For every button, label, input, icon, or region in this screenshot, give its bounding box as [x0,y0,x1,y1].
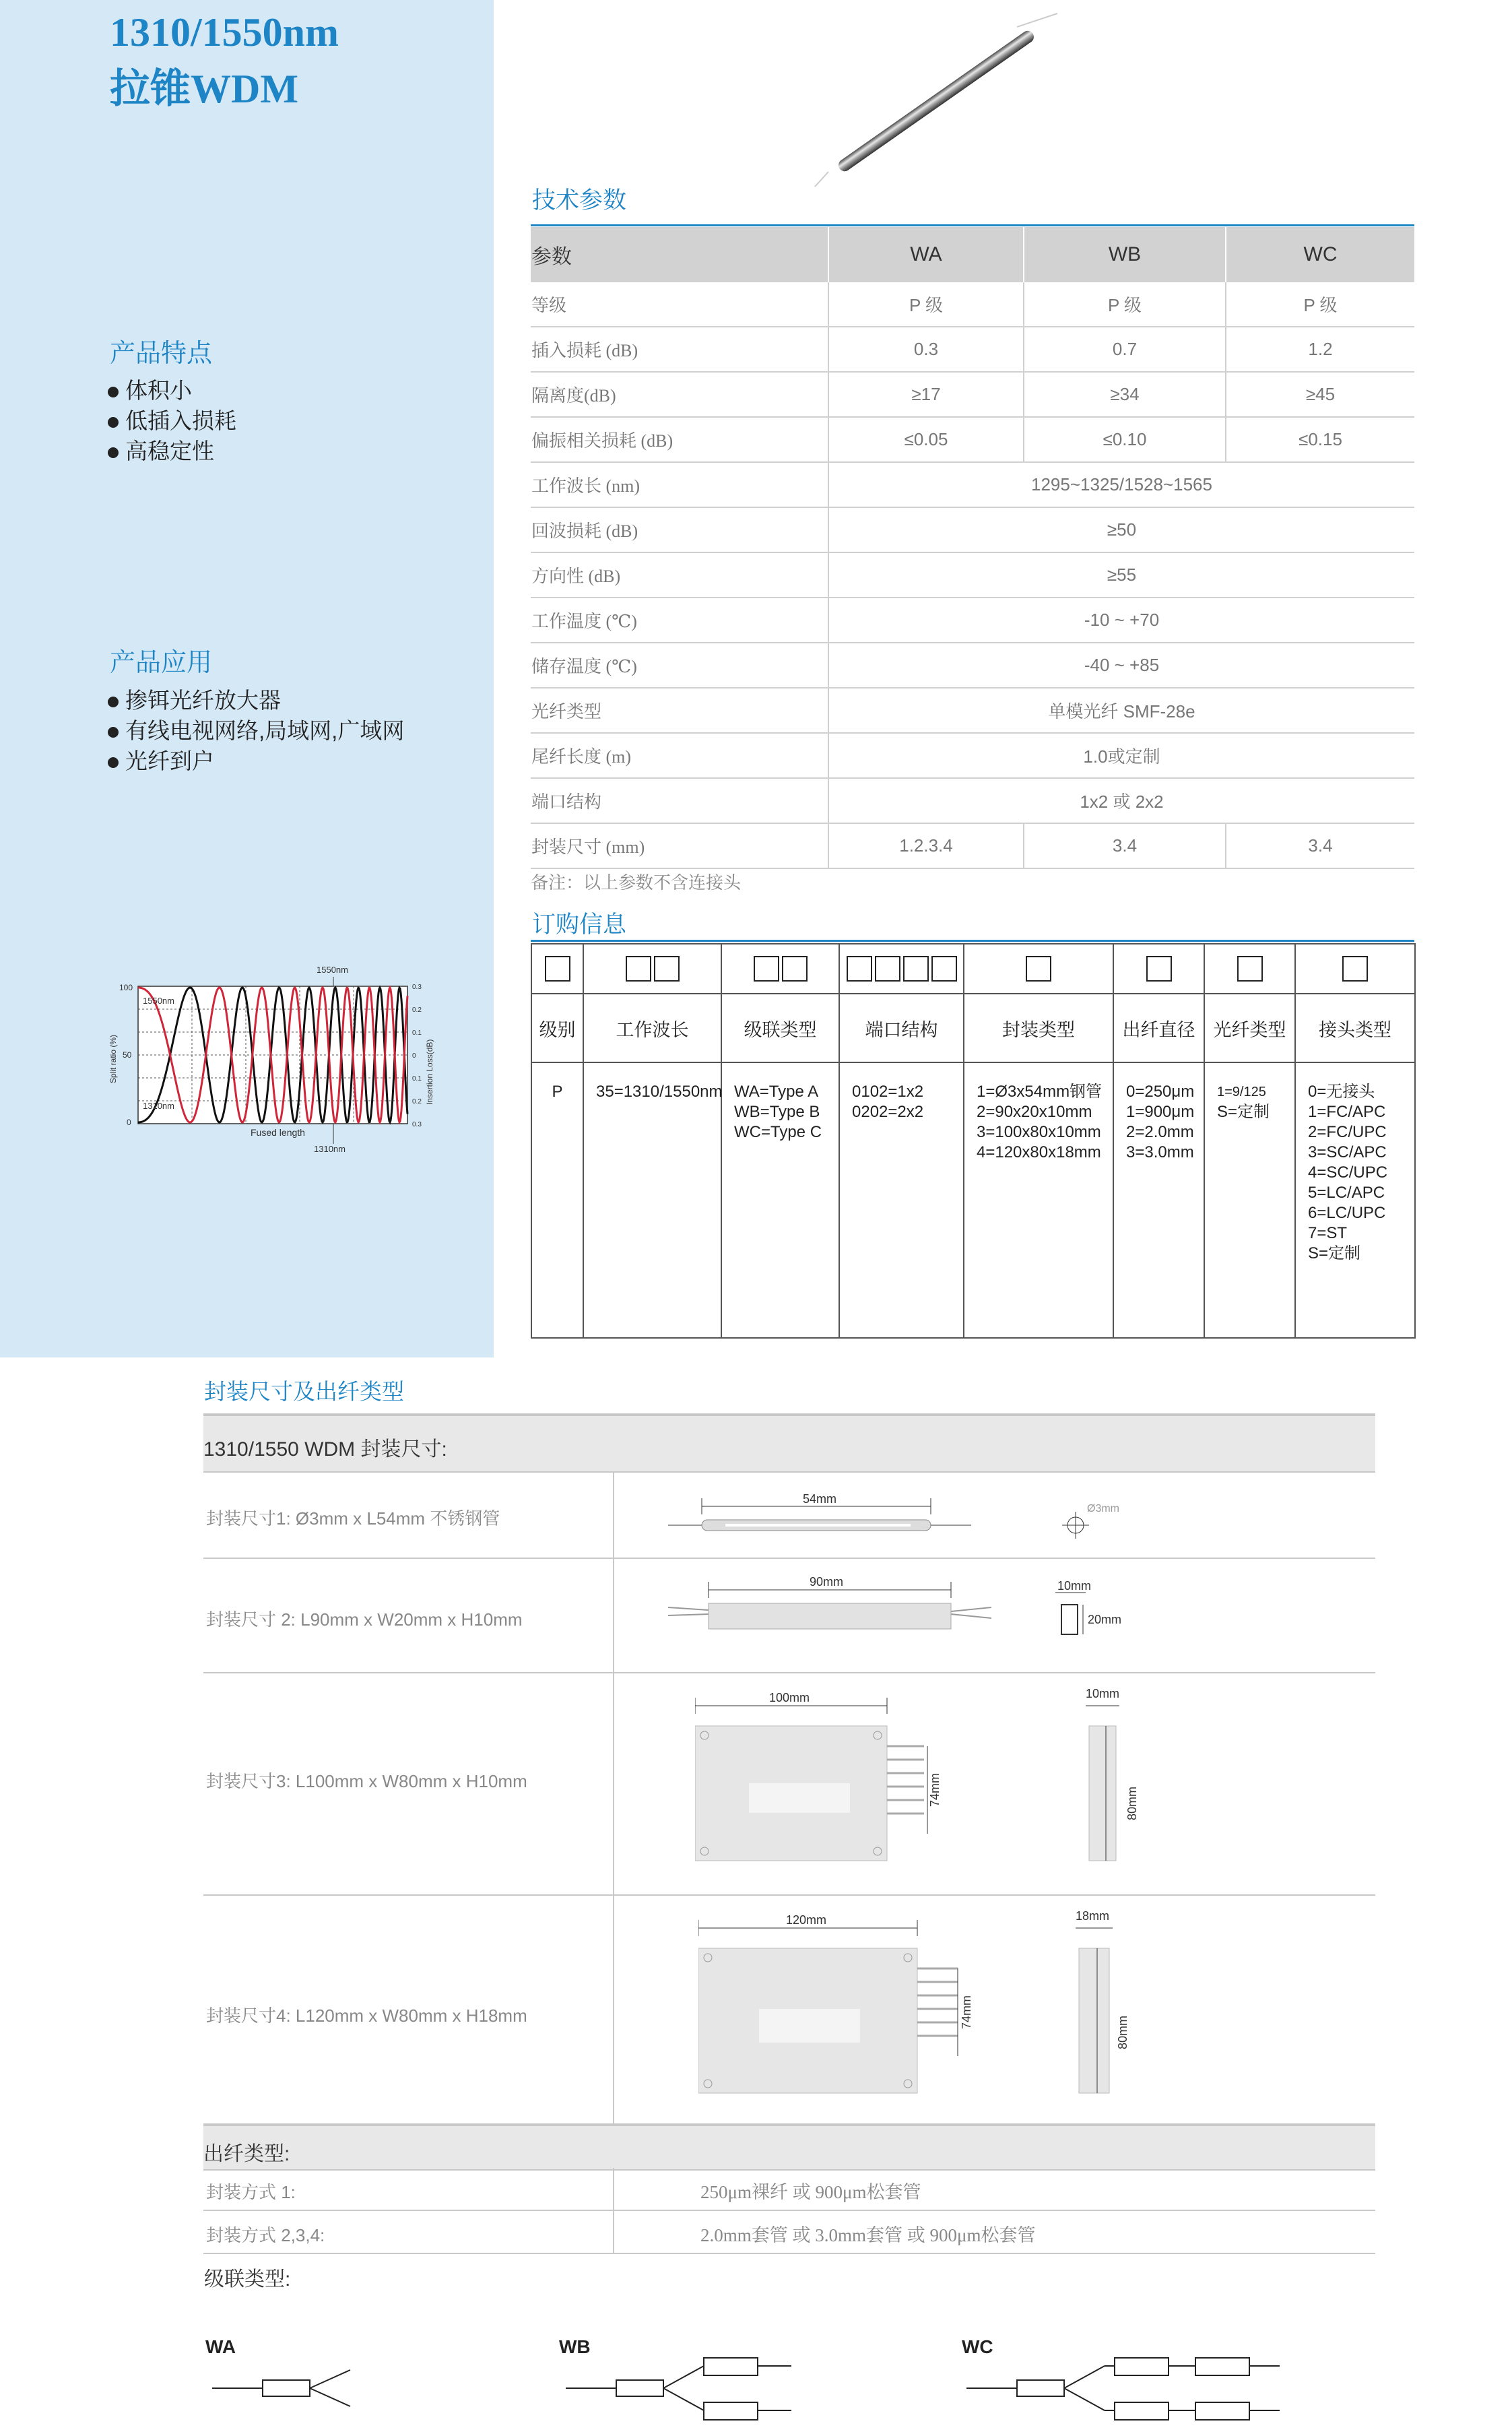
order-table [531,943,1416,1339]
graph-inner-label-1310: 1310nm [143,1101,174,1111]
features-heading: 产品特点 [110,340,213,368]
package-heading: 封装尺寸及出纤类型 [204,1379,404,1404]
spec-row: 隔离度(dB) ≥17 ≥34 ≥45 [531,372,1414,417]
features-list [108,375,236,466]
package-row-1 [203,1471,1375,1559]
svg-text:0.1: 0.1 [412,1029,422,1037]
svg-text:0.2: 0.2 [412,1006,422,1014]
package-label: 封装尺寸 2: L90mm x W20mm x H10mm [206,1609,523,1630]
dim-label: 100mm [769,1691,810,1704]
order-col-header: 接头类型 [1295,994,1415,1062]
svg-text:0.3: 0.3 [412,1121,422,1128]
fiber-divider [613,2168,614,2254]
code-checkbox[interactable] [1237,956,1263,982]
svg-text:0: 0 [412,1052,416,1060]
code-checkbox[interactable] [654,956,680,982]
spec-row: 等级 P 级 P 级 P 级 [531,282,1414,327]
dim-label: 74mm [928,1772,942,1807]
order-col-header: 封装类型 [964,994,1113,1062]
fiber-value: 250μm裸纤 或 900μm松套管 [700,2182,921,2202]
spec-col-header: 参数 [531,227,828,282]
order-col-header: 端口结构 [839,994,964,1062]
feature-item: 体积小 [108,375,236,406]
package-subheading: 1310/1550 WDM 封装尺寸: [203,1438,447,1461]
applications-heading: 产品应用 [110,649,213,677]
code-checkbox[interactable] [545,956,570,982]
svg-text:0.2: 0.2 [412,1098,422,1105]
dim-label: 120mm [786,1913,827,1927]
spec-row: 插入损耗 (dB) 0.3 0.7 1.2 [531,327,1414,372]
code-checkbox[interactable] [754,956,779,982]
order-heading-rule [531,940,1414,942]
svg-text:0: 0 [127,1118,131,1127]
dim-label: 74mm [960,1995,973,2029]
svg-text:0.3: 0.3 [412,984,422,991]
fiber-row [203,2168,1375,2211]
dim-label: 80mm [1116,2015,1129,2049]
feature-item: 高稳定性 [108,436,236,466]
package-4-drawing [698,1894,1170,2123]
code-checkbox[interactable] [875,956,900,982]
package-row-3 [203,1672,1375,1896]
fiber-label: 封装方式 2,3,4: [206,2225,325,2245]
spec-row: 储存温度 (℃) -40 ~ +85 [531,643,1414,688]
package-2-drawing [668,1558,1140,1672]
dim-label: 54mm [803,1492,837,1506]
code-checkbox[interactable] [1026,956,1051,982]
code-checkbox[interactable] [1146,956,1172,982]
code-checkbox[interactable] [903,956,929,982]
code-box-group [721,944,839,994]
graph-ylabel-right: Insertion Loss(dB) [425,1039,434,1105]
package-1-drawing [668,1471,1140,1558]
spec-row: 工作温度 (℃) -10 ~ +70 [531,598,1414,643]
cascade-label-wa: WA [205,2336,236,2357]
order-col-header: 光纤类型 [1204,994,1295,1062]
spec-row: 光纤类型 单模光纤 SMF-28e [531,688,1414,733]
graph-ylabel-left: Split ratio (%) [108,1034,118,1083]
code-box-group [1295,944,1415,994]
spec-note: 备注：以上参数不含连接头 [531,873,742,893]
cascade-label-wc: WC [962,2336,993,2357]
fiber-label: 封装方式 1: [206,2182,296,2202]
order-col-header: 级别 [531,994,583,1062]
product-title-line1: 1310/1550nm [110,10,339,55]
spec-row: 封装尺寸 (mm) 1.2.3.4 3.4 3.4 [531,823,1414,868]
package-label: 封装尺寸4: L120mm x W80mm x H18mm [206,2006,527,2026]
package-table [203,1413,1375,2245]
svg-text:100: 100 [119,983,133,992]
dim-label: 80mm [1125,1786,1139,1820]
code-box-group [964,944,1113,994]
code-checkbox[interactable] [782,956,808,982]
application-item: 有线电视网络,局域网,广域网 [108,715,404,746]
order-header-row [531,994,1415,1062]
dim-label: Ø3mm [1087,1503,1119,1514]
order-values-row: P 35=1310/1550nm WA=Type A WB=Type B WC=Type C 0102=1x2 0202=2x2 1=Ø3x54mm钢管 2=90x20x10mm 3=100x80x10mm 4=120x80x18mm 0=250μm 1=900μm 2=2.0mm 3=3.0mm 1=9/125 S=定制 0=无接头 1=FC/APC 2=FC/UPC 3=SC/APC 4=SC/UPC 5=LC/APC 6=LC/UPC 7=ST S=定制 [531,1062,1415,1338]
package-row-4 [203,1894,1375,2125]
code-box-group [583,944,721,994]
cascade-wa-diagram [209,2358,357,2418]
graph-inner-label-1550: 1550nm [143,996,174,1006]
feature-item: 低插入损耗 [108,406,236,436]
code-box-group [1204,944,1295,994]
spec-row: 尾纤长度 (m) 1.0或定制 [531,733,1414,778]
order-col-header: 级联类型 [721,994,839,1062]
svg-text:0.1: 0.1 [412,1075,422,1083]
spec-col-header: WC [1226,227,1414,282]
wdm-product-image [801,10,1071,192]
spec-table [531,227,1414,869]
package-row-2 [203,1558,1375,1673]
package-label: 封装尺寸3: L100mm x W80mm x H10mm [206,1771,527,1791]
fiber-row [203,2211,1375,2254]
split-ratio-graph [101,955,438,1157]
spec-row: 端口结构 1x2 或 2x2 [531,778,1414,823]
dim-label: 90mm [810,1575,844,1589]
order-col-header: 出纤直径 [1113,994,1204,1062]
order-code-boxes-row [531,944,1415,994]
package-3-drawing [695,1672,1166,1894]
dim-label: 10mm [1057,1579,1092,1593]
application-item: 掺铒光纤放大器 [108,685,404,715]
order-col-header: 工作波长 [583,994,721,1062]
code-checkbox[interactable] [1342,956,1368,982]
code-checkbox[interactable] [931,956,957,982]
product-title-line2: 拉锥WDM [110,67,298,111]
cascade-wc-diagram [963,2351,1300,2425]
spec-heading: 技术参数 [532,187,627,214]
fiber-value: 2.0mm套管 或 3.0mm套管 或 900μm松套管 [700,2225,1036,2245]
package-subheading-row [203,1413,1375,1473]
application-item: 光纤到户 [108,746,404,776]
graph-top-label: 1550nm [317,965,348,975]
spec-row: 工作波长 (nm) 1295~1325/1528~1565 [531,462,1414,507]
code-box-group [839,944,964,994]
graph-xlabel: Fused length [251,1127,305,1138]
code-checkbox[interactable] [626,956,651,982]
fiber-heading: 出纤类型: [203,2143,290,2165]
package-label: 封装尺寸1: Ø3mm x L54mm 不锈钢管 [206,1508,500,1529]
spec-col-header: WB [1024,227,1226,282]
cascade-wb-diagram [562,2351,805,2425]
cascade-label-wb: WB [559,2336,591,2357]
dim-label: 20mm [1088,1613,1122,1626]
code-box-group [1113,944,1204,994]
cascade-heading: 级联类型: [204,2268,291,2290]
order-heading: 订购信息 [532,911,627,938]
svg-text:50: 50 [123,1050,132,1060]
spec-heading-rule [531,224,1414,226]
spec-row: 回波损耗 (dB) ≥50 [531,507,1414,552]
spec-row: 偏振相关损耗 (dB) ≤0.05 ≤0.10 ≤0.15 [531,417,1414,462]
dim-label: 18mm [1076,1909,1110,1923]
spec-row: 方向性 (dB) ≥55 [531,552,1414,598]
fiber-heading-row [203,2123,1375,2171]
code-box-group [531,944,583,994]
code-checkbox[interactable] [847,956,872,982]
spec-col-header: WA [828,227,1024,282]
applications-list [108,685,404,776]
dim-label: 10mm [1086,1687,1120,1700]
graph-bottom-label: 1310nm [314,1144,346,1154]
